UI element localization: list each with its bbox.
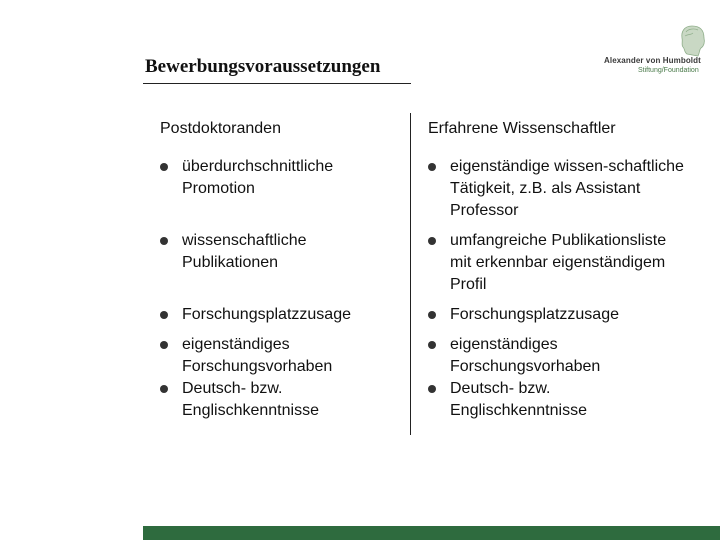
bullet-icon	[160, 385, 168, 393]
list-item: Forschungsplatzzusage	[428, 304, 688, 334]
list-item: Forschungsplatzzusage	[160, 304, 400, 334]
column-divider	[410, 113, 411, 435]
list-item: überdurchschnittliche Promotion	[160, 156, 400, 230]
humboldt-portrait-icon	[678, 24, 708, 58]
bullet-icon	[428, 237, 436, 245]
footer-accent-bar	[143, 526, 720, 540]
foundation-logo	[600, 24, 715, 82]
list-item: eigenständige wissen-schaftliche Tätigkeit, z.B. als Assistant Professor	[428, 156, 688, 230]
list-item: eigenständiges Forschungsvorhaben	[160, 334, 400, 378]
requirements-list	[160, 156, 400, 422]
logo-line-1: Alexander von Humboldt	[604, 56, 701, 65]
column-experienced	[428, 120, 688, 422]
bullet-icon	[160, 237, 168, 245]
bullet-icon	[428, 311, 436, 319]
list-item: Deutsch- bzw. Englischkenntnisse	[428, 378, 688, 422]
bullet-icon	[428, 341, 436, 349]
bullet-icon	[160, 341, 168, 349]
logo-line-2: Stiftung/Foundation	[638, 67, 699, 74]
bullet-icon	[160, 163, 168, 171]
bullet-icon	[428, 385, 436, 393]
title-underline	[143, 83, 411, 84]
bullet-icon	[428, 163, 436, 171]
requirements-list	[428, 156, 688, 422]
list-item: eigenständiges Forschungsvorhaben	[428, 334, 688, 378]
list-item: umfangreiche Publikationsliste mit erkennbar eigenständigem Profil	[428, 230, 688, 304]
list-item: Deutsch- bzw. Englischkenntnisse	[160, 378, 400, 422]
bullet-icon	[160, 311, 168, 319]
slide-title: Bewerbungsvoraussetzungen	[145, 56, 381, 77]
column-heading: Erfahrene Wissenschaftler	[428, 120, 616, 137]
column-postdocs	[160, 120, 400, 422]
column-heading: Postdoktoranden	[160, 120, 281, 137]
list-item: wissenschaftliche Publikationen	[160, 230, 400, 304]
